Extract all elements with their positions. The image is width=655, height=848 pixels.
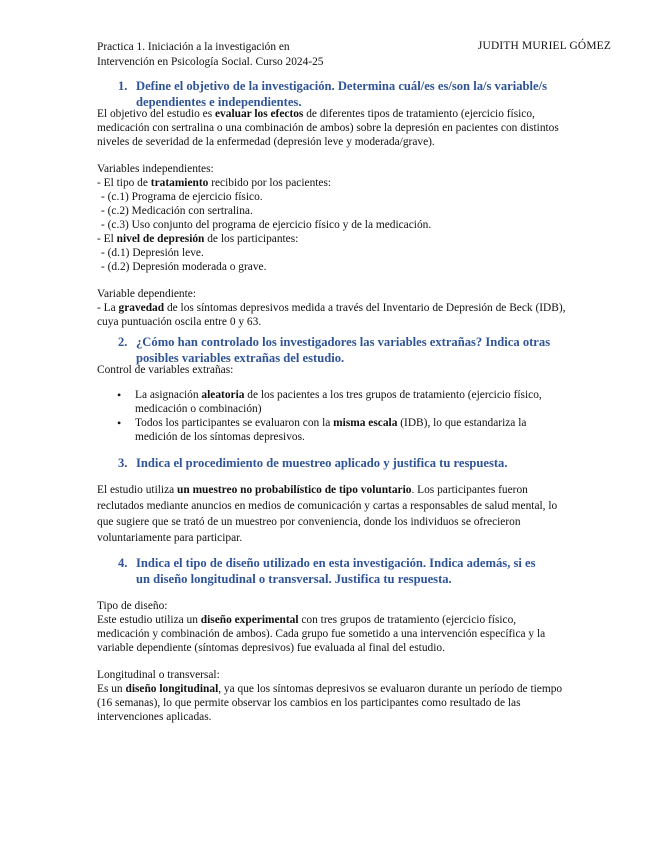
iv-treatment: - El tipo de tratamiento recibido por los pacientes: [97,177,332,189]
header-course [97,40,324,70]
section-2-heading [118,335,568,366]
section-number: 3. [118,456,128,470]
longitudinal-paragraph: Es un diseño longitudinal, ya que los síntomas depresivos se evaluaron durante un período de tiempo (16 semanas), lo que permite observar los cambios en los participantes como resultado de las intervenciones aplicadas. [97,683,563,723]
section-number: 2. [118,335,128,349]
section-4-body [97,599,567,724]
iv-level-d2: - (d.2) Depresión moderada o grave. [101,261,267,273]
section-number: 1. [118,79,128,93]
control-list [97,388,567,444]
section-3-body [97,482,567,546]
objective-paragraph: El objetivo del estudio es evaluar los efectos de diferentes tipos de tratamiento (ejercicio físico, medicación con sertralina o una combinación de ambos) sobre la depresión en pacientes con distintos niveles de severidad de la enfermedad (depresión leve y moderada/grave). [97,108,559,148]
iv-depression-level: - El nivel de depresión de los participantes: [97,233,299,245]
design-type-paragraph: Este estudio utiliza un diseño experimental con tres grupos de tratamiento (ejercicio físico, medicación y combinación de ambos). Cada grupo fue sometido a una intervención específica y la variable dependiente (síntomas depresivos) fue evaluada al final del estudio. [97,614,546,654]
sampling-paragraph: El estudio utiliza un muestreo no probabilístico de tipo voluntario. Los participantes fueron reclutados mediante anuncios en medios de comunicación y cartas a responsables de salud mental, lo que sugiere que se trató de un muestreo por conveniencia, donde los individuos se ofrecieron voluntariamente para participar. [97,484,558,544]
section-title-line1: Indica el tipo de diseño utilizado en esta investigación. Indica además, si es [136,556,536,570]
iv-level-c3: - (c.3) Uso conjunto del programa de ejercicio físico y de la medicación. [101,219,432,231]
section-1-body [97,107,567,329]
header-author: JUDITH MURIEL GÓMEZ [477,40,611,52]
dependent-variable-label: Variable dependiente: [97,288,196,300]
design-type-label: Tipo de diseño: [97,600,168,612]
section-title-line1: Indica el procedimiento de muestreo aplicado y justifica tu respuesta. [136,456,508,470]
list-item: • Todos los participantes se evaluaron con la misma escala (IDB), lo que estandariza la medición de los síntomas depresivos. [97,416,567,444]
section-2-body [97,363,567,444]
longitudinal-label: Longitudinal o transversal: [97,669,220,681]
header-course-line2: Intervención en Psicología Social. Curso 2024-25 [97,56,324,68]
list-item: • La asignación aleatoria de los pacientes a los tres grupos de tratamiento (ejercicio físico, medicación o combinación) [97,388,567,416]
section-4-heading [118,556,568,587]
section-title-line1: ¿Cómo han controlado los investigadores las variables extrañas? Indica otras [136,335,551,349]
section-title-line2: posibles variables extrañas del estudio. [136,350,345,365]
iv-level-c2: - (c.2) Medicación con sertralina. [101,205,253,217]
header-course-line1: Practica 1. Iniciación a la investigación en [97,41,290,53]
section-3-heading [118,456,568,472]
extraneous-control-intro: Control de variables extrañas: [97,364,234,376]
section-title-line2: un diseño longitudinal o transversal. Justifica tu respuesta. [136,571,452,586]
iv-level-d1: - (d.1) Depresión leve. [101,247,204,259]
dependent-variable-text: - La gravedad de los síntomas depresivos medida a través del Inventario de Depresión de Beck (IDB), cuya puntuación oscila entre 0 y 63. [97,302,566,328]
iv-level-c1: - (c.1) Programa de ejercicio físico. [101,191,263,203]
section-title-line1: Define el objetivo de la investigación. Determina cuál/es es/son la/s variable/s [136,79,548,93]
independent-variables-label: Variables independientes: [97,163,214,175]
section-number: 4. [118,556,128,570]
section-title-line2: dependientes e independientes. [136,94,302,109]
section-1-heading [118,79,568,110]
